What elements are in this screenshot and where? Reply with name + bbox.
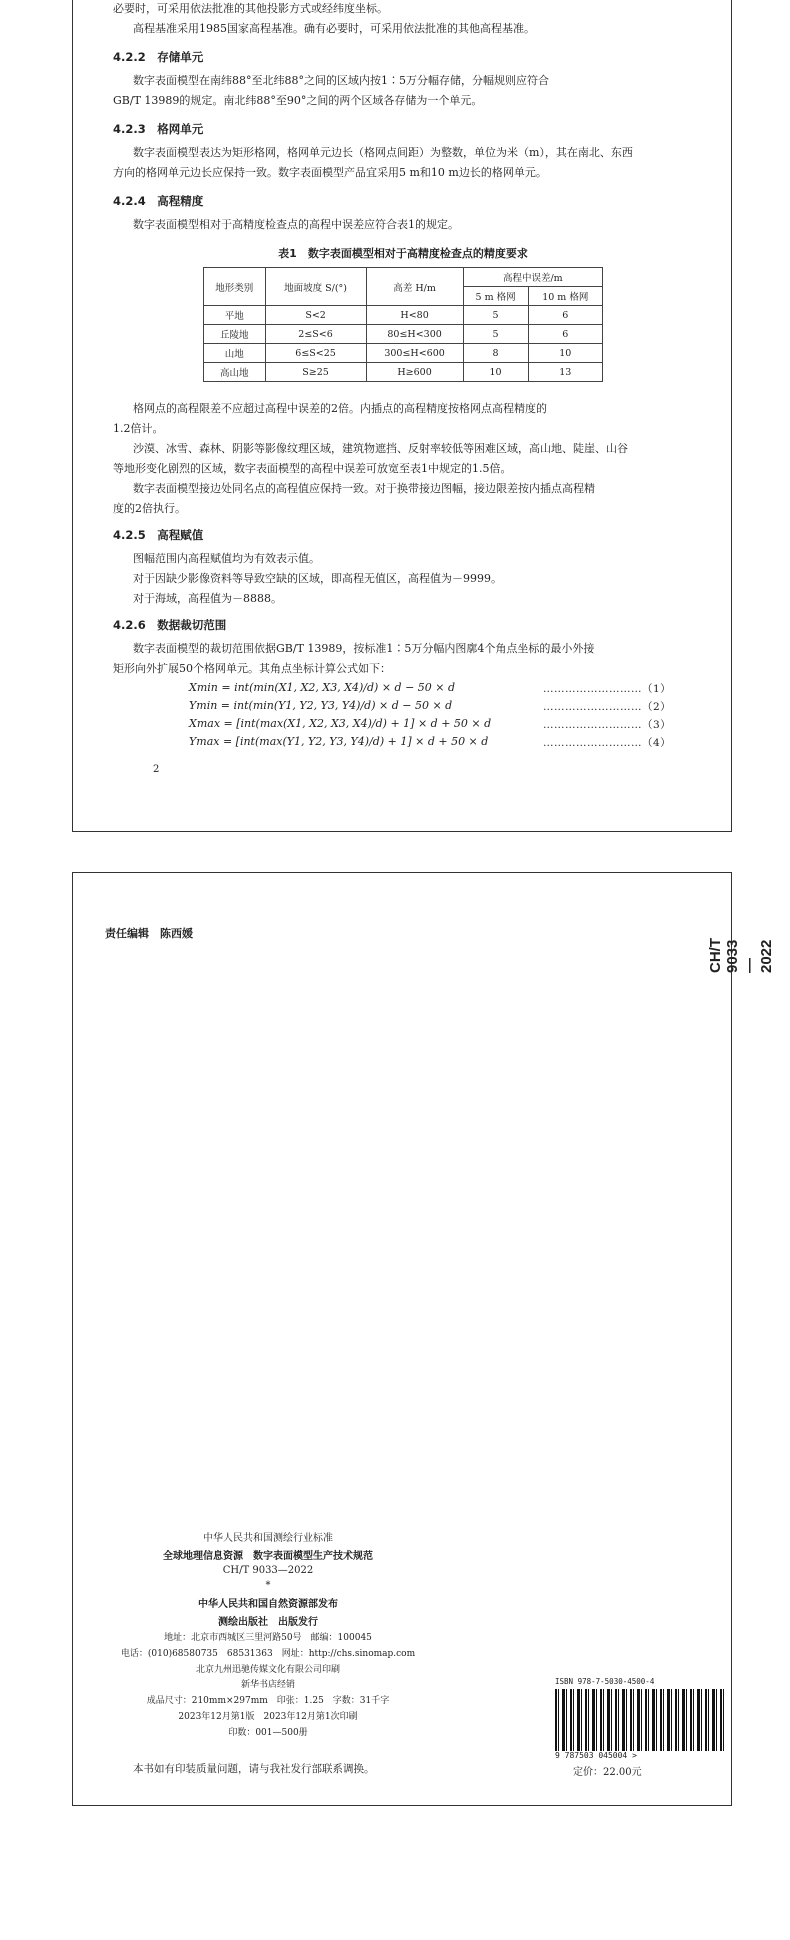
body-line: 对于海域，高程值为－8888。: [133, 592, 282, 605]
colophon-line: 北京九州迅驰传媒文化有限公司印刷: [195, 1665, 340, 1675]
body-line: 1.2倍计。: [113, 422, 164, 435]
section-heading: 4.2.3 格网单元: [113, 122, 204, 136]
table-header: 地面坡度 S/(°): [265, 268, 366, 306]
table-cell: 8: [463, 344, 528, 363]
table-cell: 高山地: [204, 363, 266, 382]
colophon-issuer: 中华人民共和国自然资源部发布: [198, 1599, 338, 1610]
table-cell: 300≤H<600: [366, 344, 463, 363]
colophon-line: 地址：北京市西城区三里河路50号 邮编：100045: [164, 1633, 372, 1643]
colophon-code: CH/T 9033—2022: [222, 1565, 314, 1576]
equation: Xmax = [int(max(X1, X2, X3, X4)/d) + 1] × d + 50 × d: [189, 717, 492, 730]
body-line: 高程基准采用1985国家高程基准。确有必要时，可采用依法批准的其他高程基准。: [133, 22, 535, 35]
body-line: 格网点的高程限差不应超过高程中误差的2倍。内插点的高程精度按格网点高程精度的: [133, 402, 547, 415]
body-line: GB/T 13989的规定。南北纬88°至90°之间的两个区域各存储为一个单元。: [113, 94, 483, 107]
body-line: 数字表面模型在南纬88°至北纬88°之间的区域内按1∶5万分幅存储，分幅规则应符合: [133, 74, 549, 87]
body-line: 数字表面模型相对于高精度检查点的高程中误差应符合表1的规定。: [133, 218, 459, 231]
table-cell: 6≤S<25: [265, 344, 366, 363]
body-line: 数字表面模型表达为矩形格网，格网单元边长（格网点间距）为整数，单位为米（m），其在南北、东西: [133, 146, 633, 159]
body-line: 数字表面模型接边处同名点的高程值应保持一致。对于换带接边图幅，接边限差按内插点高程精: [133, 482, 595, 495]
equation: Xmin = int(min(X1, X2, X3, X4)/d) × d − 50 × d: [189, 681, 456, 694]
table-cell: 5: [463, 306, 528, 325]
table-header: 高程中误差/m: [463, 268, 602, 287]
table-cell: 5: [463, 325, 528, 344]
section-heading: 4.2.4 高程精度: [113, 194, 204, 208]
table-cell: 80≤H<300: [366, 325, 463, 344]
equation: Ymax = [int(max(Y1, Y2, Y3, Y4)/d) + 1] × d + 50 × d: [189, 735, 489, 748]
colophon-line: 印数：001—500册: [228, 1728, 308, 1738]
colophon-publisher: 测绘出版社 出版发行: [218, 1617, 318, 1628]
isbn-label: ISBN 978-7-5030-4500-4: [555, 1677, 655, 1686]
document-page-1: [72, 0, 732, 832]
table-header: 10 m 格网: [528, 287, 602, 306]
colophon-title: 全球地理信息资源 数字表面模型生产技术规范: [163, 1551, 373, 1562]
equation-number: ………………………（3）: [543, 719, 672, 731]
body-line: 矩形向外扩展50个格网单元。其角点坐标计算公式如下：: [113, 662, 391, 675]
table-cell: 10: [528, 344, 602, 363]
colophon-line: 中华人民共和国测绘行业标准: [203, 1533, 333, 1544]
table-cell: H<80: [366, 306, 463, 325]
page-number: 2: [153, 764, 160, 775]
table-header: 高差 H/m: [366, 268, 463, 306]
quality-notice: 本书如有印装质量问题，请与我社发行部联系调换。: [133, 1763, 375, 1775]
section-heading: 4.2.5 高程赋值: [113, 528, 204, 542]
equation-number: ………………………（1）: [543, 683, 672, 695]
table-cell: 6: [528, 306, 602, 325]
body-line: 数字表面模型的裁切范围依据GB/T 13989，按标准1∶5万分幅内图廓4个角点坐标的最小外接: [133, 642, 595, 655]
section-heading: 4.2.2 存储单元: [113, 50, 204, 64]
table-caption: 表1 数字表面模型相对于高精度检查点的精度要求: [278, 247, 528, 260]
price-label: 定价：22.00元: [573, 1767, 642, 1778]
table-cell: 6: [528, 325, 602, 344]
table-cell: H≥600: [366, 363, 463, 382]
table-row: [204, 344, 603, 363]
table-cell: S<2: [265, 306, 366, 325]
table-cell: S≥25: [265, 363, 366, 382]
body-line: 必要时，可采用依法批准的其他投影方式或经纬度坐标。: [113, 2, 388, 15]
table-row: [204, 363, 603, 382]
body-line: 等地形变化剧烈的区域，数字表面模型的高程中误差可放宽至表1中规定的1.5倍。: [113, 462, 512, 475]
section-heading: 4.2.6 数据裁切范围: [113, 618, 227, 632]
vertical-standard-code: CH/T 9033—2022: [707, 938, 775, 973]
barcode-image: [555, 1689, 725, 1751]
table-cell: 山地: [204, 344, 266, 363]
table-row: [204, 306, 603, 325]
equation: Ymin = int(min(Y1, Y2, Y3, Y4)/d) × d − 50 × d: [189, 699, 453, 712]
table-header: 5 m 格网: [463, 287, 528, 306]
colophon-line: 成品尺寸：210mm×297mm 印张：1.25 字数：31千字: [146, 1696, 390, 1706]
equation-number: ………………………（4）: [543, 737, 672, 749]
table-cell: 2≤S<6: [265, 325, 366, 344]
colophon-line: 电话：(010)68580735 68531363 网址：http://chs.sinomap.com: [120, 1649, 416, 1659]
colophon-line: 2023年12月第1版 2023年12月第1次印刷: [178, 1712, 358, 1722]
document-page-2: [72, 872, 775, 1806]
body-line: 方向的格网单元边长应保持一致。数字表面模型产品宜采用5 m和10 m边长的格网单元。: [113, 166, 547, 179]
table-row: [204, 325, 603, 344]
barcode-digits: 9 787503 045004 >: [555, 1751, 637, 1760]
editor-credit: 责任编辑 陈西媛: [105, 927, 193, 940]
table-cell: 平地: [204, 306, 266, 325]
colophon-separator: *: [265, 1580, 271, 1591]
table-cell: 丘陵地: [204, 325, 266, 344]
colophon-line: 新华书店经销: [240, 1680, 295, 1690]
table-cell: 13: [528, 363, 602, 382]
table-cell: 10: [463, 363, 528, 382]
equation-number: ………………………（2）: [543, 701, 672, 713]
body-line: 沙漠、冰雪、森林、阴影等影像纹理区域，建筑物遮挡、反射率较低等困难区域，高山地、陡崖、山谷: [133, 442, 628, 455]
body-line: 对于因缺少影像资料等导致空缺的区域，即高程无值区，高程值为－9999。: [133, 572, 502, 585]
body-line: 图幅范围内高程赋值均为有效表示值。: [133, 552, 320, 565]
table-header: 地形类别: [204, 268, 266, 306]
accuracy-table: [203, 267, 603, 382]
body-line: 度的2倍执行。: [113, 502, 186, 515]
